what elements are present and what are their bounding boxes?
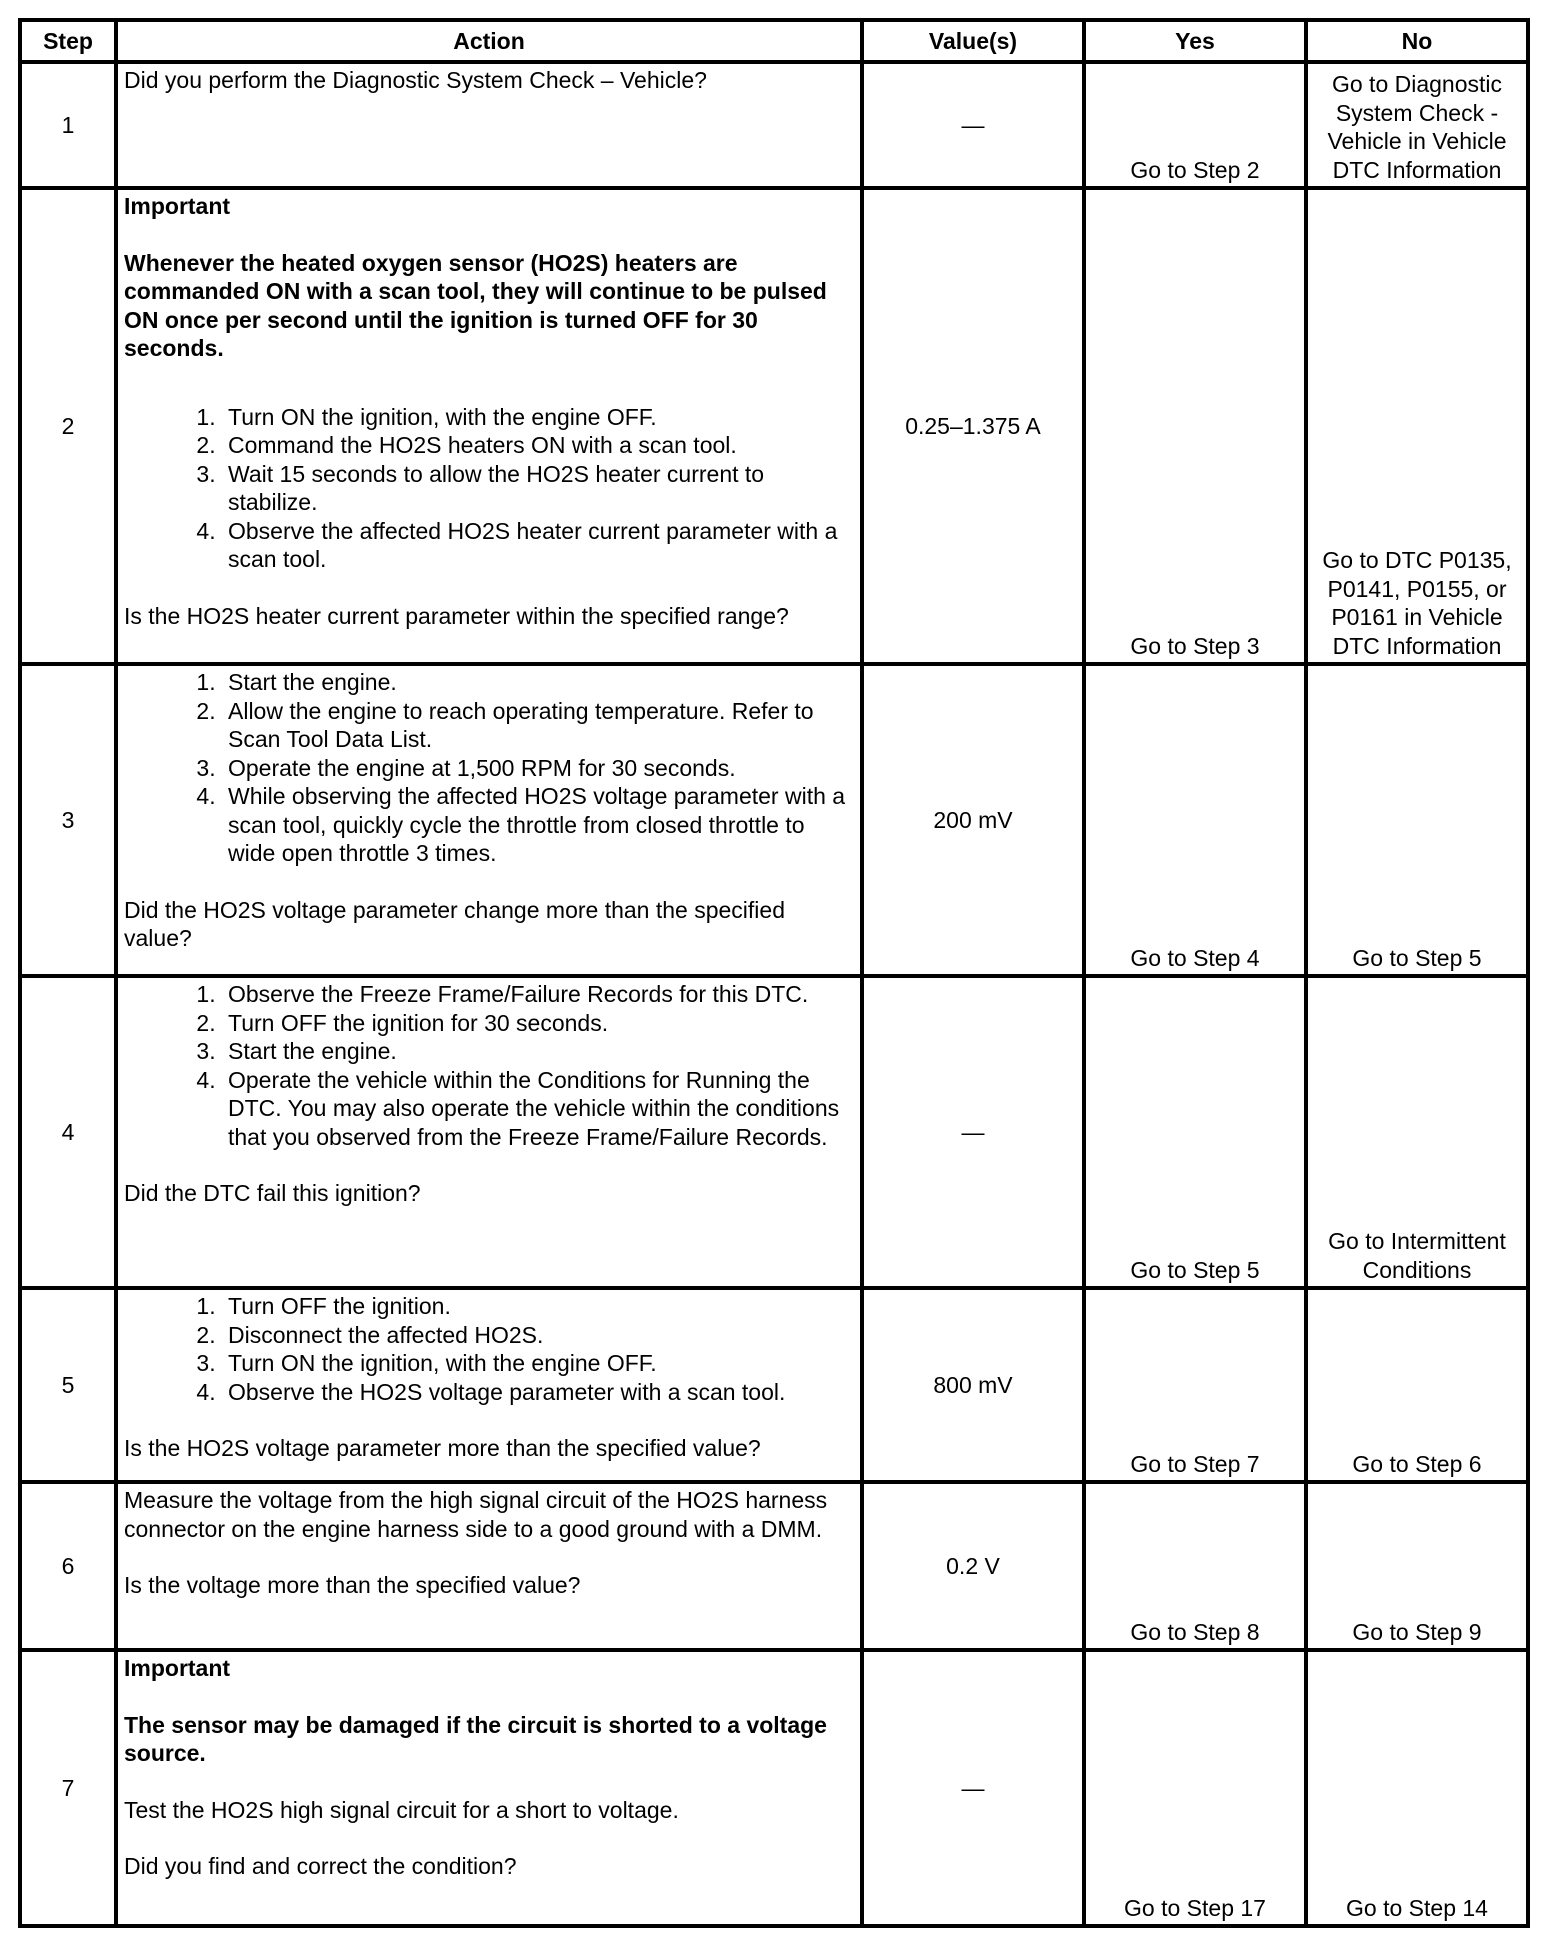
no-cell: Go to Diagnostic System Check - Vehicle in Vehicle DTC Information bbox=[1306, 62, 1528, 188]
action-cell bbox=[116, 664, 862, 976]
value-cell: 0.25–1.375 A bbox=[862, 188, 1084, 664]
step-number: 6 bbox=[20, 1482, 116, 1650]
question-text: Did you find and correct the condition? bbox=[124, 1853, 517, 1879]
procedure-list bbox=[124, 1292, 854, 1406]
list-item: 3. Start the engine. bbox=[222, 1037, 854, 1066]
yes-cell: Go to Step 2 bbox=[1084, 62, 1306, 188]
no-cell: Go to Step 5 bbox=[1306, 664, 1528, 976]
diagnostic-table bbox=[18, 18, 1530, 1928]
list-item: 1. Observe the Freeze Frame/Failure Records for this DTC. bbox=[222, 980, 854, 1009]
list-item: 4. Observe the HO2S voltage parameter with a scan tool. bbox=[222, 1378, 854, 1407]
action-cell bbox=[116, 1482, 862, 1650]
header-action: Action bbox=[116, 20, 862, 62]
action-cell bbox=[116, 976, 862, 1288]
header-step: Step bbox=[20, 20, 116, 62]
step-number: 5 bbox=[20, 1288, 116, 1482]
procedure-list bbox=[124, 668, 854, 868]
step-number: 2 bbox=[20, 188, 116, 664]
list-item: 4. Operate the vehicle within the Conditions for Running the DTC. You may also operate the vehicle within the conditions that you observed from the Freeze Frame/Failure Records. bbox=[222, 1066, 854, 1152]
yes-cell: Go to Step 5 bbox=[1084, 976, 1306, 1288]
list-item: 3. Operate the engine at 1,500 RPM for 30 seconds. bbox=[222, 754, 854, 783]
no-cell: Go to Intermittent Conditions bbox=[1306, 976, 1528, 1288]
no-cell: Go to DTC P0135, P0141, P0155, or P0161 in Vehicle DTC Information bbox=[1306, 188, 1528, 664]
yes-cell: Go to Step 8 bbox=[1084, 1482, 1306, 1650]
header-values: Value(s) bbox=[862, 20, 1084, 62]
action-cell bbox=[116, 62, 862, 188]
procedure-list bbox=[124, 403, 854, 574]
action-text: Did you perform the Diagnostic System Check – Vehicle? bbox=[124, 67, 707, 93]
important-title: Important bbox=[124, 1655, 231, 1681]
table-row bbox=[20, 664, 1528, 976]
important-text: Whenever the heated oxygen sensor (HO2S) heaters are commanded ON with a scan tool, they will continue to be pulsed ON once per second until the ignition is turned OFF for 30 seconds. bbox=[124, 249, 827, 361]
list-item: 1. Turn OFF the ignition. bbox=[222, 1292, 854, 1321]
question-text: Did the DTC fail this ignition? bbox=[124, 1180, 421, 1206]
header-no: No bbox=[1306, 20, 1528, 62]
list-item: 2. Turn OFF the ignition for 30 seconds. bbox=[222, 1009, 854, 1038]
step-number: 1 bbox=[20, 62, 116, 188]
no-cell: Go to Step 6 bbox=[1306, 1288, 1528, 1482]
value-cell: — bbox=[862, 976, 1084, 1288]
list-item: 1. Start the engine. bbox=[222, 668, 854, 697]
question-text: Did the HO2S voltage parameter change more than the specified value? bbox=[124, 896, 785, 951]
table-row bbox=[20, 1482, 1528, 1650]
step-number: 4 bbox=[20, 976, 116, 1288]
question-text: Is the HO2S voltage parameter more than the specified value? bbox=[124, 1435, 761, 1461]
important-title: Important bbox=[124, 193, 231, 219]
action-cell bbox=[116, 188, 862, 664]
question-text: Is the voltage more than the specified value? bbox=[124, 1572, 581, 1598]
yes-cell: Go to Step 7 bbox=[1084, 1288, 1306, 1482]
no-cell: Go to Step 9 bbox=[1306, 1482, 1528, 1650]
action-cell bbox=[116, 1650, 862, 1926]
procedure-list bbox=[124, 980, 854, 1151]
table-row bbox=[20, 62, 1528, 188]
list-item: 4. Observe the affected HO2S heater current parameter with a scan tool. bbox=[222, 517, 854, 574]
list-item: 2. Allow the engine to reach operating temperature. Refer to Scan Tool Data List. bbox=[222, 697, 854, 754]
value-cell: 200 mV bbox=[862, 664, 1084, 976]
table-row bbox=[20, 976, 1528, 1288]
list-item: 2. Disconnect the affected HO2S. bbox=[222, 1321, 854, 1350]
step-number: 3 bbox=[20, 664, 116, 976]
value-cell: 0.2 V bbox=[862, 1482, 1084, 1650]
list-item: 2. Command the HO2S heaters ON with a scan tool. bbox=[222, 431, 854, 460]
header-row bbox=[20, 20, 1528, 62]
list-item: 3. Turn ON the ignition, with the engine OFF. bbox=[222, 1349, 854, 1378]
step-number: 7 bbox=[20, 1650, 116, 1926]
yes-cell: Go to Step 4 bbox=[1084, 664, 1306, 976]
value-cell: — bbox=[862, 62, 1084, 188]
header-yes: Yes bbox=[1084, 20, 1306, 62]
action-text: Measure the voltage from the high signal circuit of the HO2S harness connector on the engine harness side to a good ground with a DMM. bbox=[124, 1487, 828, 1542]
list-item: 4. While observing the affected HO2S voltage parameter with a scan tool, quickly cycle the throttle from closed throttle to wide open throttle 3 times. bbox=[222, 782, 854, 868]
action-cell bbox=[116, 1288, 862, 1482]
table-row bbox=[20, 1288, 1528, 1482]
important-text: The sensor may be damaged if the circuit is shorted to a voltage source. bbox=[124, 1711, 827, 1766]
table-row bbox=[20, 1650, 1528, 1926]
value-cell: — bbox=[862, 1650, 1084, 1926]
list-item: 1. Turn ON the ignition, with the engine OFF. bbox=[222, 403, 854, 432]
table-row bbox=[20, 188, 1528, 664]
value-cell: 800 mV bbox=[862, 1288, 1084, 1482]
list-item: 3. Wait 15 seconds to allow the HO2S heater current to stabilize. bbox=[222, 460, 854, 517]
action-text: Test the HO2S high signal circuit for a short to voltage. bbox=[124, 1796, 679, 1823]
no-cell: Go to Step 14 bbox=[1306, 1650, 1528, 1926]
question-text: Is the HO2S heater current parameter within the specified range? bbox=[124, 602, 789, 629]
yes-cell: Go to Step 17 bbox=[1084, 1650, 1306, 1926]
yes-cell: Go to Step 3 bbox=[1084, 188, 1306, 664]
